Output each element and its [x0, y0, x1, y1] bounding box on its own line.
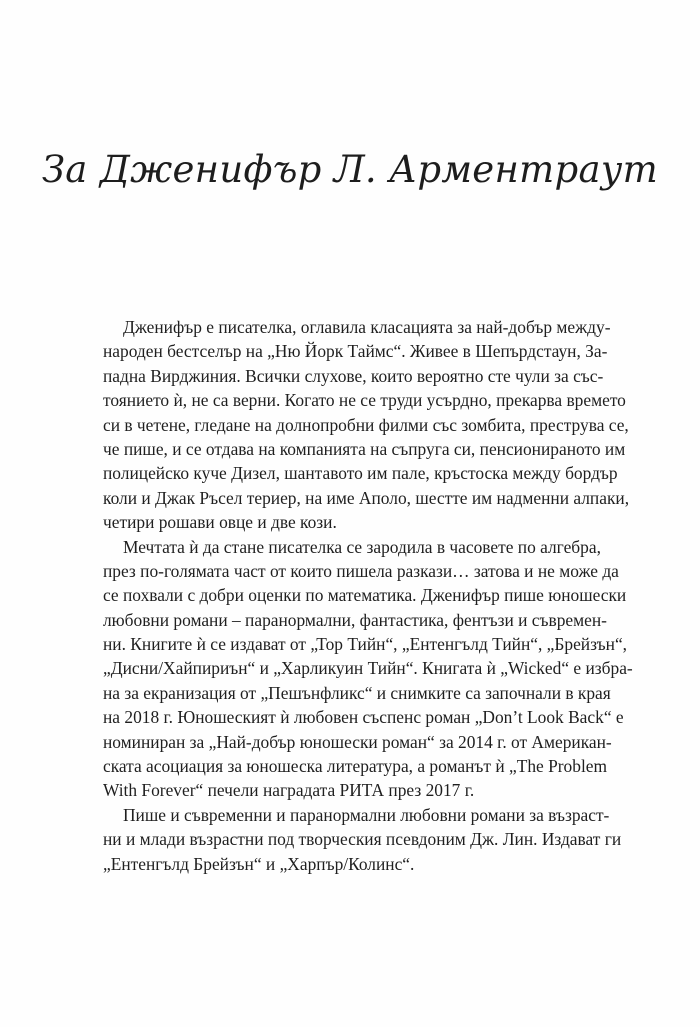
text-line: „Дисни/Хайпириън“ и „Харликуин Тийн“. Книгата ѝ „Wicked“ е избра- — [103, 658, 633, 679]
text-line: падна Вирджиния. Всички слухове, които вероятно сте чули за със- — [103, 365, 604, 386]
biography-text — [103, 315, 633, 876]
text-line: „Ентенгълд Брейзън“ и „Харпър/Колинс“. — [103, 853, 415, 874]
text-line: тоянието ѝ, не са верни. Когато не се труди усърдно, прекарва времето — [103, 390, 626, 411]
text-line: на за екранизация от „Пешънфликс“ и снимките са започнали в края — [103, 682, 611, 703]
text-line: се похвали с добри оценки по математика. Дженифър пише юношески — [103, 585, 627, 606]
text-line: полицейско куче Дизел, шантавото им пале, кръстоска между бордър — [103, 463, 618, 484]
text-line: Мечтата ѝ да стане писателка се зародила в часовете по алгебра, — [123, 536, 601, 557]
text-line: With Forever“ печели наградата РИТА през 2017 г. — [103, 780, 475, 801]
text-line: народен бестселър на „Ню Йорк Таймс“. Живее в Шепърдстаун, За- — [103, 341, 608, 362]
text-line: номиниран за „Най-добър юношески роман“ за 2014 г. от Американ- — [103, 731, 612, 752]
text-line: ни. Книгите ѝ се издават от „Тор Тийн“, „Ентенгълд Тийн“, „Брейзън“, — [103, 634, 628, 655]
paragraph-1 — [103, 315, 630, 535]
text-line: ни и млади възрастни под творческия псевдоним Дж. Лин. Издават ги — [103, 829, 622, 850]
text-line: коли и Джак Ръсел териер, на име Аполо, шестте им надменни алпаки, — [103, 487, 630, 508]
text-line: че пише, и се отдава на компанията на съпруга си, пенсионираното им — [103, 438, 626, 459]
paragraph-2 — [103, 535, 633, 803]
text-line: през по-голямата част от които пишела разкази… затова и не може да — [103, 560, 619, 581]
text-line: ската асоциация за юношеска литература, а романът ѝ „The Problem — [103, 756, 608, 777]
text-line: на 2018 г. Юношеският ѝ любовен съспенс роман „Don’t Look Back“ е — [103, 707, 624, 728]
paragraph-3 — [103, 803, 622, 876]
text-line: любовни романи – паранормални, фантастика, фентъзи и съвремен- — [103, 609, 607, 630]
text-line: си в четене, гледане на долнопробни филми със зомбита, преструва се, — [103, 414, 629, 435]
text-line: четири рошави овце и две кози. — [103, 512, 337, 533]
page-title: За Дженифър Л. Арментраут — [41, 148, 659, 191]
text-line: Пише и съвременни и паранормални любовни романи за възраст- — [123, 804, 610, 825]
text-line: Дженифър е писателка, оглавила класацията за най-добър между- — [123, 317, 611, 337]
